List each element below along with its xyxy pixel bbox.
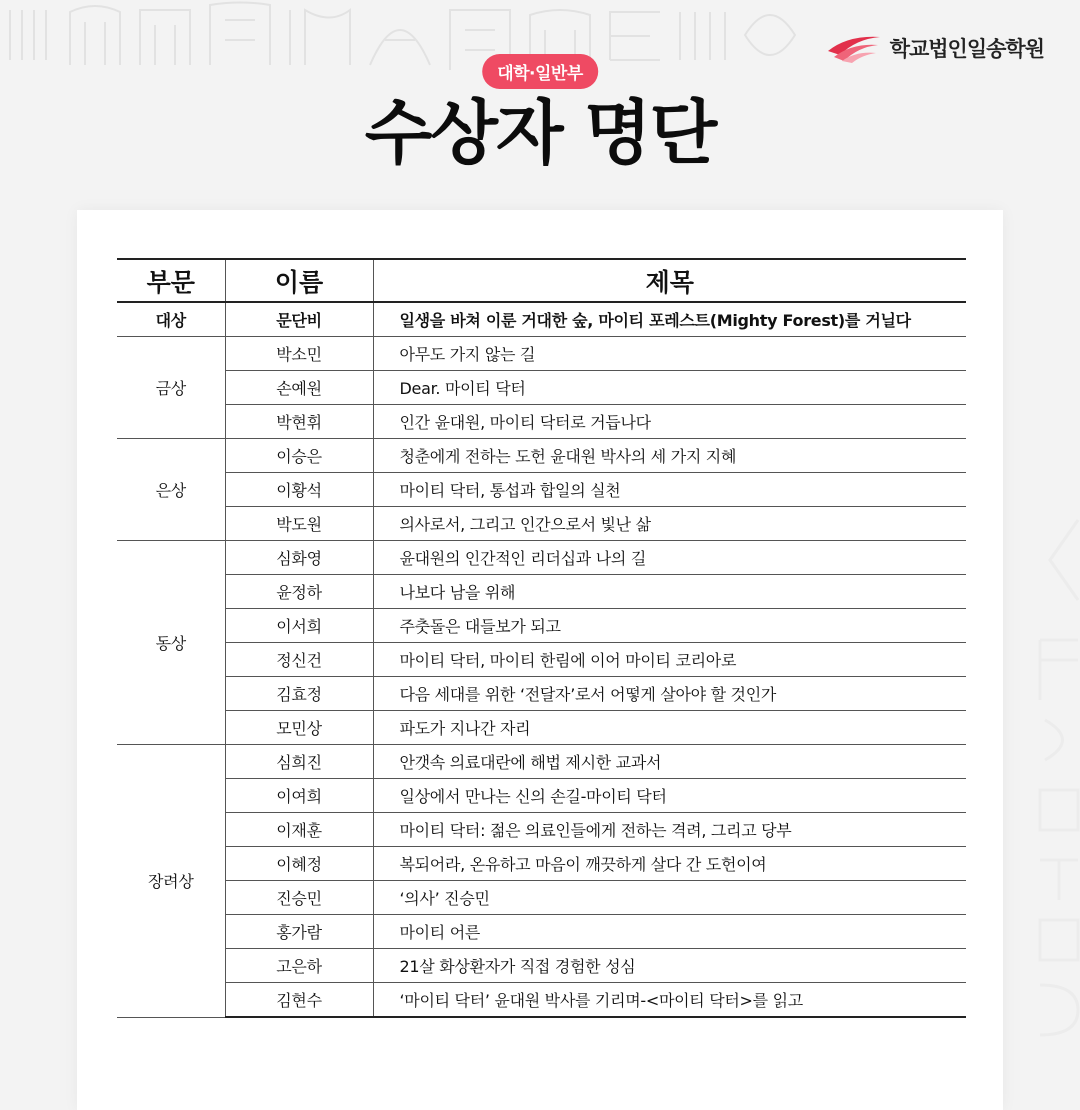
winner-name: 윤정하	[225, 575, 373, 609]
table-row	[117, 643, 966, 677]
table-row	[117, 779, 966, 813]
work-title: 마이티 닥터, 마이티 한림에 이어 마이티 코리아로	[373, 643, 966, 677]
table-row	[117, 813, 966, 847]
work-title: ‘의사’ 진승민	[373, 881, 966, 915]
award-category: 은상	[117, 439, 225, 541]
winner-name: 문단비	[225, 302, 373, 337]
winner-name: 모민상	[225, 711, 373, 745]
work-title: 일생을 바쳐 이룬 거대한 숲, 마이티 포레스트(Mighty Forest)를 거닐다	[373, 302, 966, 337]
work-title: ‘마이티 닥터’ 윤대원 박사를 기리며-<마이티 닥터>를 읽고	[373, 983, 966, 1018]
table-row	[117, 473, 966, 507]
work-title: 복되어라, 온유하고 마음이 깨끗하게 살다 간 도헌이여	[373, 847, 966, 881]
work-title: 의사로서, 그리고 인간으로서 빛난 삶	[373, 507, 966, 541]
winner-name: 진승민	[225, 881, 373, 915]
table-row	[117, 711, 966, 745]
table-row	[117, 609, 966, 643]
winner-name: 홍가람	[225, 915, 373, 949]
winners-card	[77, 210, 1003, 1110]
winner-name: 박소민	[225, 337, 373, 371]
winner-name: 이여희	[225, 779, 373, 813]
winner-name: 박현휘	[225, 405, 373, 439]
award-category: 금상	[117, 337, 225, 439]
award-category: 장려상	[117, 745, 225, 1018]
table-row	[117, 337, 966, 371]
column-header-name: 이름	[225, 259, 373, 302]
table-row	[117, 302, 966, 337]
work-title: 일상에서 만나는 신의 손길-마이티 닥터	[373, 779, 966, 813]
winner-name: 김현수	[225, 983, 373, 1018]
work-title: 윤대원의 인간적인 리더십과 나의 길	[373, 541, 966, 575]
page-title: 수상자 명단	[364, 92, 716, 174]
work-title: 21살 화상환자가 직접 경험한 성심	[373, 949, 966, 983]
table-row	[117, 847, 966, 881]
column-header-category: 부문	[117, 259, 225, 302]
winner-name: 손예원	[225, 371, 373, 405]
table-row	[117, 541, 966, 575]
column-header-title: 제목	[373, 259, 966, 302]
table-row	[117, 507, 966, 541]
table-row	[117, 677, 966, 711]
table-row	[117, 439, 966, 473]
swoosh-logo-icon	[826, 33, 882, 63]
work-title: 나보다 남을 위해	[373, 575, 966, 609]
work-title: 파도가 지나간 자리	[373, 711, 966, 745]
winner-name: 정신건	[225, 643, 373, 677]
work-title: Dear. 마이티 닥터	[373, 371, 966, 405]
winner-name: 김효정	[225, 677, 373, 711]
winners-table	[117, 258, 966, 1018]
winner-name: 이황석	[225, 473, 373, 507]
work-title: 아무도 가지 않는 길	[373, 337, 966, 371]
winner-name: 고은하	[225, 949, 373, 983]
winner-name: 심화영	[225, 541, 373, 575]
org-logo	[826, 26, 1044, 70]
winner-name: 심희진	[225, 745, 373, 779]
table-row	[117, 915, 966, 949]
org-name: 학교법인일송학원	[889, 37, 1044, 61]
winner-name: 이혜정	[225, 847, 373, 881]
work-title: 마이티 닥터: 젊은 의료인들에게 전하는 격려, 그리고 당부	[373, 813, 966, 847]
work-title: 청춘에게 전하는 도헌 윤대원 박사의 세 가지 지혜	[373, 439, 966, 473]
work-title: 인간 윤대원, 마이티 닥터로 거듭나다	[373, 405, 966, 439]
work-title: 안갯속 의료대란에 해법 제시한 교과서	[373, 745, 966, 779]
table-row	[117, 983, 966, 1018]
table-header-row	[117, 259, 966, 302]
winner-name: 이승은	[225, 439, 373, 473]
table-row	[117, 371, 966, 405]
work-title: 마이티 어른	[373, 915, 966, 949]
table-row	[117, 405, 966, 439]
work-title: 다음 세대를 위한 ‘전달자’로서 어떻게 살아야 할 것인가	[373, 677, 966, 711]
table-row	[117, 881, 966, 915]
work-title: 마이티 닥터, 통섭과 합일의 실천	[373, 473, 966, 507]
division-badge: 대학·일반부	[482, 54, 598, 89]
table-row	[117, 745, 966, 779]
work-title: 주춧돌은 대들보가 되고	[373, 609, 966, 643]
winner-name: 이서희	[225, 609, 373, 643]
winner-name: 박도원	[225, 507, 373, 541]
award-category: 동상	[117, 541, 225, 745]
award-category: 대상	[117, 302, 225, 337]
winner-name: 이재훈	[225, 813, 373, 847]
table-body	[117, 302, 966, 1017]
table-row	[117, 949, 966, 983]
table-row	[117, 575, 966, 609]
